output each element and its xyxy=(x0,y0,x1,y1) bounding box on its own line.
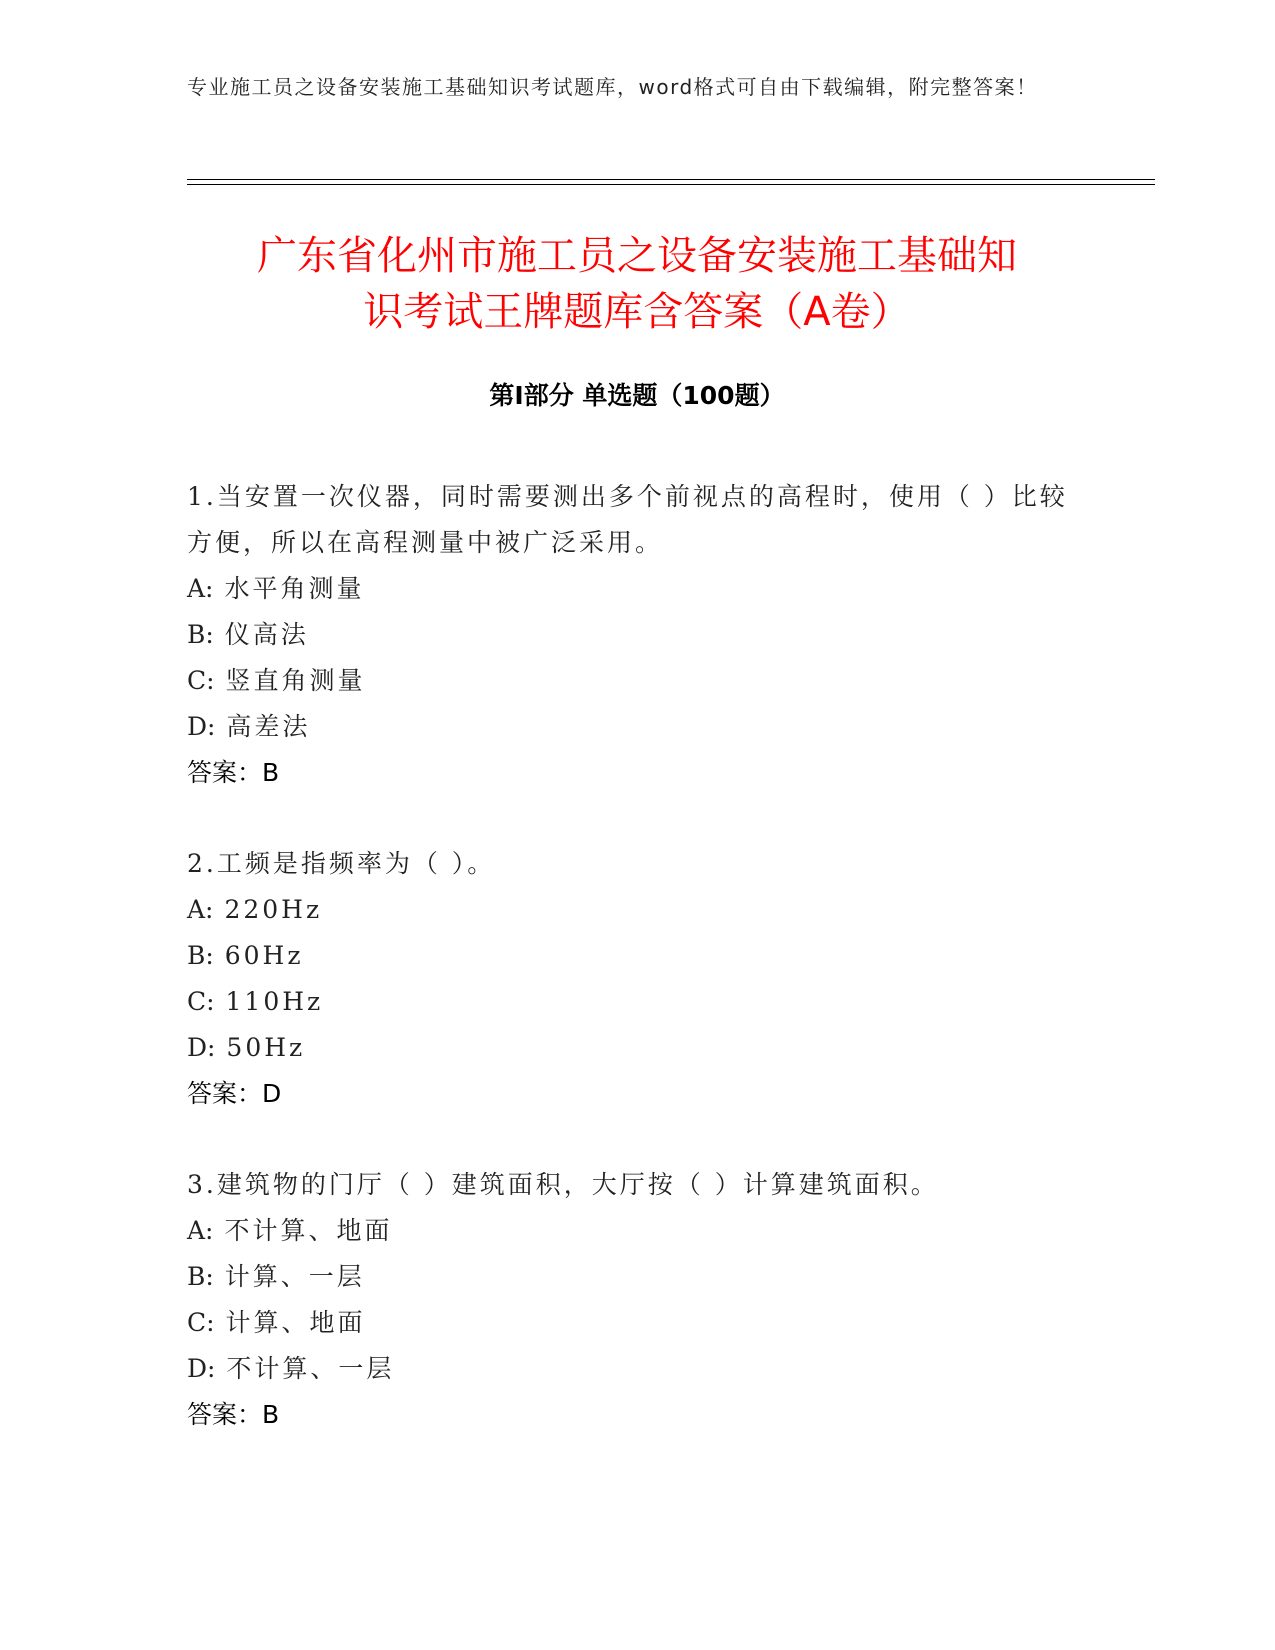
question-3 xyxy=(187,1162,1087,1438)
option-d xyxy=(187,1346,1087,1392)
option-letter: D: xyxy=(187,1354,216,1383)
answer-prefix: 答案： xyxy=(187,1400,263,1429)
option-text: 竖直角测量 xyxy=(225,666,366,695)
option-text: 60Hz xyxy=(224,941,304,970)
question-1 xyxy=(187,474,1087,796)
answer-line xyxy=(187,750,1087,796)
option-text: 不计算、一层 xyxy=(226,1354,395,1383)
option-text: 计算、地面 xyxy=(225,1308,366,1337)
option-b xyxy=(187,933,1087,979)
document-title-line-1: 广东省化州市施工员之设备安装施工基础知 xyxy=(257,233,1017,279)
answer-value: D xyxy=(262,1079,282,1108)
option-c xyxy=(187,658,1087,704)
option-text: 仪高法 xyxy=(224,620,309,649)
option-letter: C: xyxy=(187,666,215,695)
answer-prefix: 答案： xyxy=(187,1079,263,1108)
option-a xyxy=(187,887,1087,933)
answer-prefix: 答案： xyxy=(187,758,263,787)
option-letter: A: xyxy=(187,1216,214,1245)
option-letter: B: xyxy=(187,620,214,649)
answer-line xyxy=(187,1071,1087,1117)
option-b xyxy=(187,612,1087,658)
option-text: 220Hz xyxy=(224,895,323,924)
option-a xyxy=(187,1208,1087,1254)
option-d xyxy=(187,1025,1087,1071)
option-text: 110Hz xyxy=(225,987,324,1016)
answer-line xyxy=(187,1392,1087,1438)
option-text: 计算、一层 xyxy=(224,1262,365,1291)
header-note: 专业施工员之设备安装施工基础知识考试题库，word格式可自由下载编辑，附完整答案！ xyxy=(187,75,1038,99)
document-title xyxy=(187,228,1087,340)
question-2 xyxy=(187,841,1087,1117)
answer-value: B xyxy=(262,1400,280,1429)
option-letter: C: xyxy=(187,987,215,1016)
question-stem: 1.当安置一次仪器，同时需要测出多个前视点的高程时，使用（ ）比较方便，所以在高程测量中被广泛采用。 xyxy=(187,482,1068,557)
option-text: 不计算、地面 xyxy=(224,1216,393,1245)
option-letter: A: xyxy=(187,574,214,603)
question-list xyxy=(187,474,1087,1483)
option-letter: B: xyxy=(187,941,214,970)
question-stem: 2.工频是指频率为（ ）。 xyxy=(187,849,496,878)
section-title: 第Ⅰ部分 单选题（100题） xyxy=(489,381,785,410)
header-rule-bottom xyxy=(187,184,1155,185)
option-b xyxy=(187,1254,1087,1300)
header-rule-top xyxy=(187,179,1155,180)
option-text: 水平角测量 xyxy=(224,574,365,603)
option-letter: C: xyxy=(187,1308,215,1337)
option-text: 高差法 xyxy=(226,712,311,741)
answer-value: B xyxy=(262,758,280,787)
option-letter: D: xyxy=(187,1033,216,1062)
option-c xyxy=(187,979,1087,1025)
option-letter: A: xyxy=(187,895,214,924)
option-letter: B: xyxy=(187,1262,214,1291)
option-a xyxy=(187,566,1087,612)
option-c xyxy=(187,1300,1087,1346)
document-title-line-2: 识考试王牌题库含答案（A卷） xyxy=(363,289,911,335)
question-stem: 3.建筑物的门厅（ ）建筑面积，大厅按（ ）计算建筑面积。 xyxy=(187,1170,939,1199)
option-text: 50Hz xyxy=(226,1033,306,1062)
option-d xyxy=(187,704,1087,750)
option-letter: D: xyxy=(187,712,216,741)
